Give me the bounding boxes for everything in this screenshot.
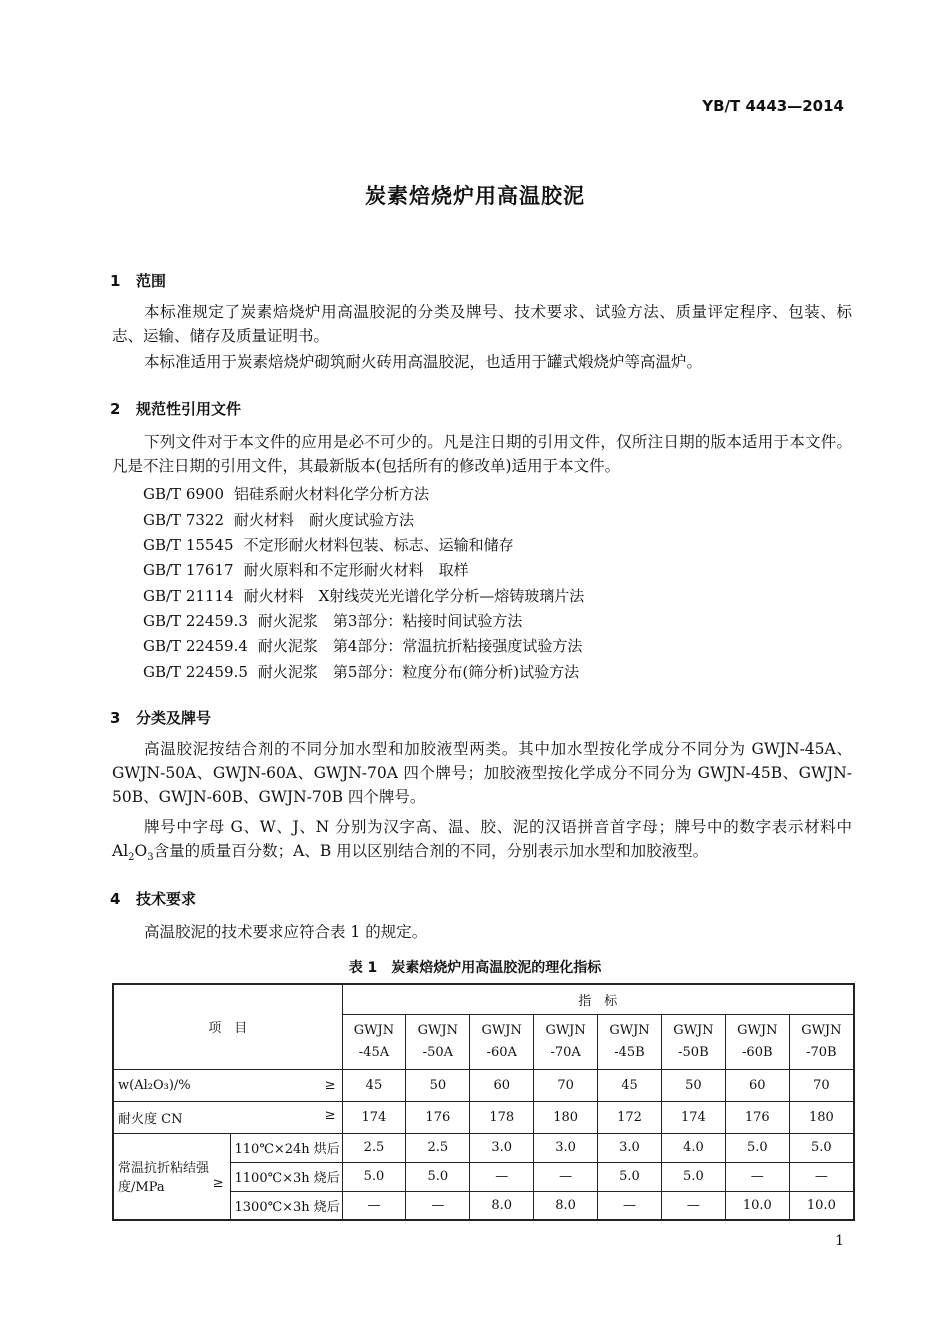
section-2-heading: 2 规范性引用文件 [110, 400, 242, 418]
table-cell: 50 [406, 1069, 470, 1101]
ref-item: GB/T 22459.4 耐火泥浆 第4部分：常温抗折粘接强度试验方法 [143, 637, 583, 655]
table-cell: 8.0 [470, 1191, 534, 1220]
table-cell: 70 [534, 1069, 598, 1101]
table-row: 耐火度 CN ≥ 174 176 178 180 172 174 176 180 [113, 1101, 854, 1133]
ref-item: GB/T 17617 耐火原料和不定形耐火材料 取样 [143, 561, 469, 579]
table-row [113, 1133, 854, 1162]
document-title: 炭素焙烧炉用高温胶泥 [365, 184, 585, 208]
table-cell: 2.5 [406, 1133, 470, 1162]
table-cell: 45 [342, 1069, 406, 1101]
table-caption: 表 1 炭素焙烧炉用高温胶泥的理化指标 [348, 960, 602, 976]
table-cell: 5.0 [598, 1162, 662, 1191]
table-cell: 178 [470, 1101, 534, 1133]
strength-label: 常温抗折粘结强 度/MPa ≥ [113, 1133, 230, 1220]
standard-code: YB/T 4443—2014 [702, 97, 844, 115]
table-row: w(Al₂O₃)/% ≥ 45 50 60 70 45 50 60 70 [113, 1069, 854, 1101]
table-cell: 3.0 [598, 1133, 662, 1162]
table-cell: 174 [342, 1101, 406, 1133]
condition-cell: 1100℃×3h 烧后 [230, 1162, 342, 1191]
table-cell: 60 [470, 1069, 534, 1101]
table-cell: 8.0 [534, 1191, 598, 1220]
table-cell: 176 [406, 1101, 470, 1133]
table-cell: — [406, 1191, 470, 1220]
table-cell: 176 [725, 1101, 789, 1133]
table-cell: 174 [661, 1101, 725, 1133]
ref-item: GB/T 21114 耐火材料 X射线荧光光谱化学分析—熔铸玻璃片法 [143, 587, 585, 605]
ref-item: GB/T 15545 不定形耐火材料包装、标志、运输和储存 [143, 536, 514, 554]
section-1-heading: 1 范围 [110, 272, 167, 290]
ref-item: GB/T 22459.3 耐火泥浆 第3部分：粘接时间试验方法 [143, 612, 523, 630]
grade-header-cell: GWJN -50A [406, 1014, 470, 1069]
table-cell: 3.0 [534, 1133, 598, 1162]
table-cell: 10.0 [789, 1191, 854, 1220]
row-label: w(Al₂O₃)/% [118, 1077, 191, 1093]
table-cell: 5.0 [661, 1162, 725, 1191]
grade-header-cell: GWJN -70B [789, 1014, 854, 1069]
row-label: 耐火度 CN [118, 1111, 183, 1127]
grade-header-cell: GWJN -60A [470, 1014, 534, 1069]
section-4-heading: 4 技术要求 [110, 890, 197, 908]
table-cell: — [598, 1191, 662, 1220]
table-cell: 60 [725, 1069, 789, 1101]
section-3-para-2: 牌号中字母 G、W、J、N 分别为汉字高、温、胶、泥的汉语拼音首字母；牌号中的数字表示材料中 $Al_2O_3$含量的质量百分数；A、B 用以区别结合剂的不同，分别表示加水型和加胶液型。 [112, 818, 852, 864]
section-4-para-1: 高温胶泥的技术要求应符合表 1 的规定。 [144, 923, 428, 941]
table-cell: 10.0 [725, 1191, 789, 1220]
ref-item: GB/T 6900 铝硅系耐火材料化学分析方法 [143, 485, 430, 503]
table-cell: 50 [661, 1069, 725, 1101]
section-3-para-1: 高温胶泥按结合剂的不同分加水型和加胶液型两类。其中加水型按化学成分不同分为 GWJN-45A、GWJN-50A、GWJN-60A、GWJN-70A 四个牌号；加胶液型按化学成分不同分为 GWJN-45B、GWJN-50B、GWJN-60B、GWJN-70B 四个牌号。 [112, 740, 852, 806]
grade-header-cell: GWJN -60B [725, 1014, 789, 1069]
grade-header-cell: GWJN -45B [598, 1014, 662, 1069]
grade-header-cell: GWJN -45A [342, 1014, 406, 1069]
table-cell: — [470, 1162, 534, 1191]
table-cell: — [725, 1162, 789, 1191]
section-2-para-1: 下列文件对于本文件的应用是必不可少的。凡是注日期的引用文件，仅所注日期的版本适用于本文件。凡是不注日期的引用文件，其最新版本(包括所有的修改单)适用于本文件。 [112, 433, 852, 475]
table-cell: 180 [534, 1101, 598, 1133]
section-1-para-1: 本标准规定了炭素焙烧炉用高温胶泥的分类及牌号、技术要求、试验方法、质量评定程序、包装、标志、运输、储存及质量证明书。 [112, 303, 852, 345]
table-cell: 70 [789, 1069, 854, 1101]
spec-table [112, 983, 855, 1221]
section-1-para-2: 本标准适用于炭素焙烧炉砌筑耐火砖用高温胶泥，也适用于罐式煅烧炉等高温炉。 [144, 353, 703, 371]
table-cell: 5.0 [789, 1133, 854, 1162]
table-cell: 3.0 [470, 1133, 534, 1162]
table-cell: 5.0 [406, 1162, 470, 1191]
ref-item: GB/T 22459.5 耐火泥浆 第5部分：粒度分布(筛分析)试验方法 [143, 663, 580, 681]
table-cell: 180 [789, 1101, 854, 1133]
ref-item: GB/T 7322 耐火材料 耐火度试验方法 [143, 511, 415, 529]
table-cell: 45 [598, 1069, 662, 1101]
item-header: 项 目 [113, 984, 342, 1069]
table-cell: — [534, 1162, 598, 1191]
table-cell: 172 [598, 1101, 662, 1133]
section-3-heading: 3 分类及牌号 [110, 709, 212, 727]
table-cell: — [789, 1162, 854, 1191]
table-cell: 5.0 [342, 1162, 406, 1191]
table-cell: 2.5 [342, 1133, 406, 1162]
condition-cell: 110℃×24h 烘后 [230, 1133, 342, 1162]
table-cell: — [342, 1191, 406, 1220]
table-cell: 4.0 [661, 1133, 725, 1162]
page-number: 1 [835, 1233, 844, 1249]
grade-header-cell: GWJN -50B [661, 1014, 725, 1069]
table-cell: — [661, 1191, 725, 1220]
condition-cell: 1300℃×3h 烧后 [230, 1191, 342, 1220]
table-cell: 5.0 [725, 1133, 789, 1162]
grade-header-cell: GWJN -70A [534, 1014, 598, 1069]
index-header: 指 标 [342, 984, 854, 1014]
